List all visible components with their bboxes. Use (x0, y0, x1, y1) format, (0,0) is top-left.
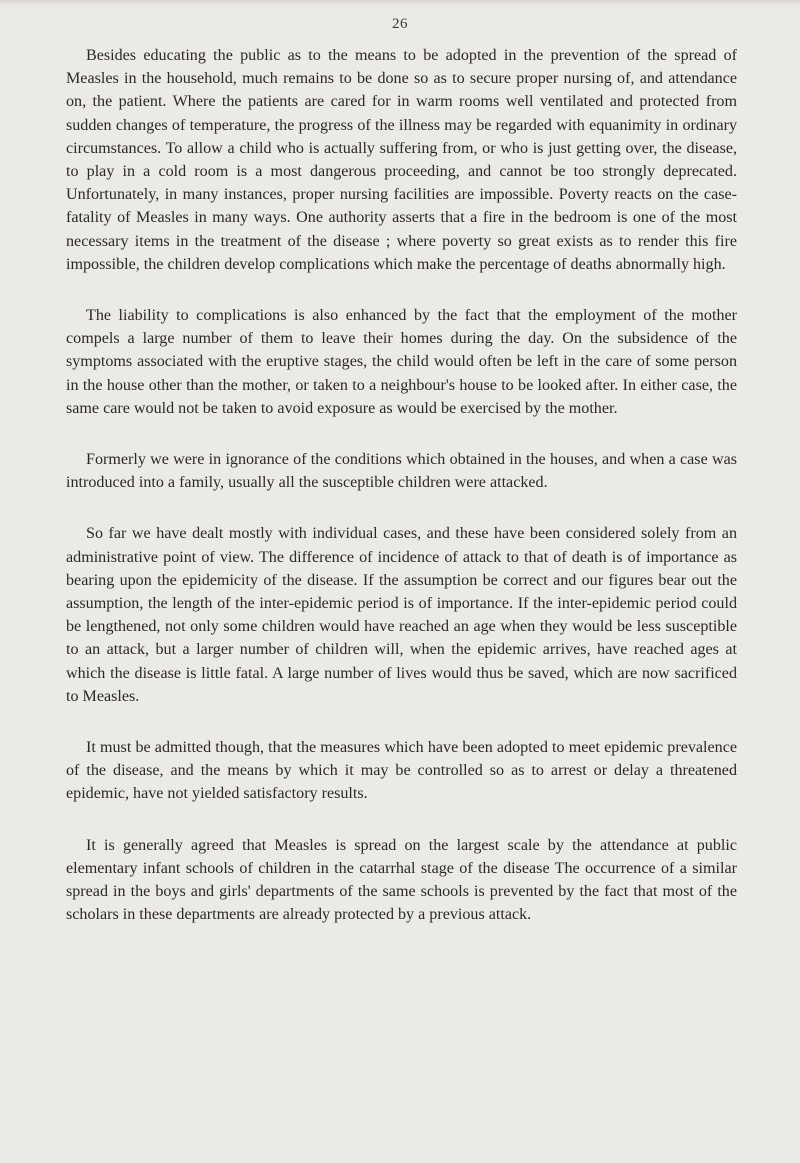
paragraph-nursing: Besides educating the public as to the means to be adopted in the prevention of the spread of Measles in the household, much remains to be done so as to secure proper nursing of, and attendance on, the patient. Where the patients are cared for in warm rooms well ventilated and protected from sudden changes of temperature, the progress of the illness may be regarded with equanimity in ordinary circumstances. To allow a child who is actually suffering from, or who is just getting over, the disease, to play in a cold room is a most dangerous proceeding, and cannot be too strongly deprecated. Unfortunately, in many instances, proper nursing facilities are impossible. Poverty reacts on the case-fatality of Measles in many ways. One authority asserts that a fire in the bedroom is one of the most necessary items in the treatment of the disease ; where poverty so great exists as to render this fire impossible, the children develop complications which make the percentage of deaths abnormally high. (66, 47, 737, 273)
page-top-edge (0, 0, 800, 6)
paragraph-measures: It must be admitted though, that the measures which have been adopted to meet epidemic prevalence of the disease, and the means by which it may be controlled so as to arrest or delay a threatened epidemic, have not yielded satisfactory results. (66, 739, 737, 803)
paragraph-complications: The liability to complications is also enhanced by the fact that the employment of the mother compels a large number of them to leave their homes during the day. On the subsidence of the symptoms associated with the eruptive stages, the child would often be left in the care of some person in the house other than the mother, or taken to a neighbour's house to be looked after. In either case, the same care would not be taken to avoid exposure as would be exercised by the mother. (66, 307, 737, 417)
paragraph-inter-epidemic: So far we have dealt mostly with individual cases, and these have been considered solely from an administrative point of view. The difference of incidence of attack to that of death is of importance as bearing upon the epidemicity of the disease. If the assumption be correct and our figures bear out the assumption, the length of the inter-epidemic period is of importance. If the inter-epidemic period could be lengthened, not only some children would have reached an age when they would be less susceptible to an attack, but a larger number of children will, when the epidemic arrives, have reached ages at which the disease is little fatal. A large number of lives would thus be saved, which are now sacrificed to Measles. (66, 525, 737, 705)
paragraph-schools: It is generally agreed that Measles is spread on the largest scale by the attendance at public elementary infant schools of children in the catarrhal stage of the disease The occurrence of a similar spread in the boys and girls' departments of the same schools is prevented by the fact that most of the scholars in these departments are already protected by a previous attack. (66, 836, 737, 924)
paragraph-formerly: Formerly we were in ignorance of the conditions which obtained in the houses, and when a case was introduced into a family, usually all the susceptible children were attacked. (66, 451, 737, 492)
body-text (66, 44, 737, 955)
page-number: 26 (392, 16, 408, 32)
